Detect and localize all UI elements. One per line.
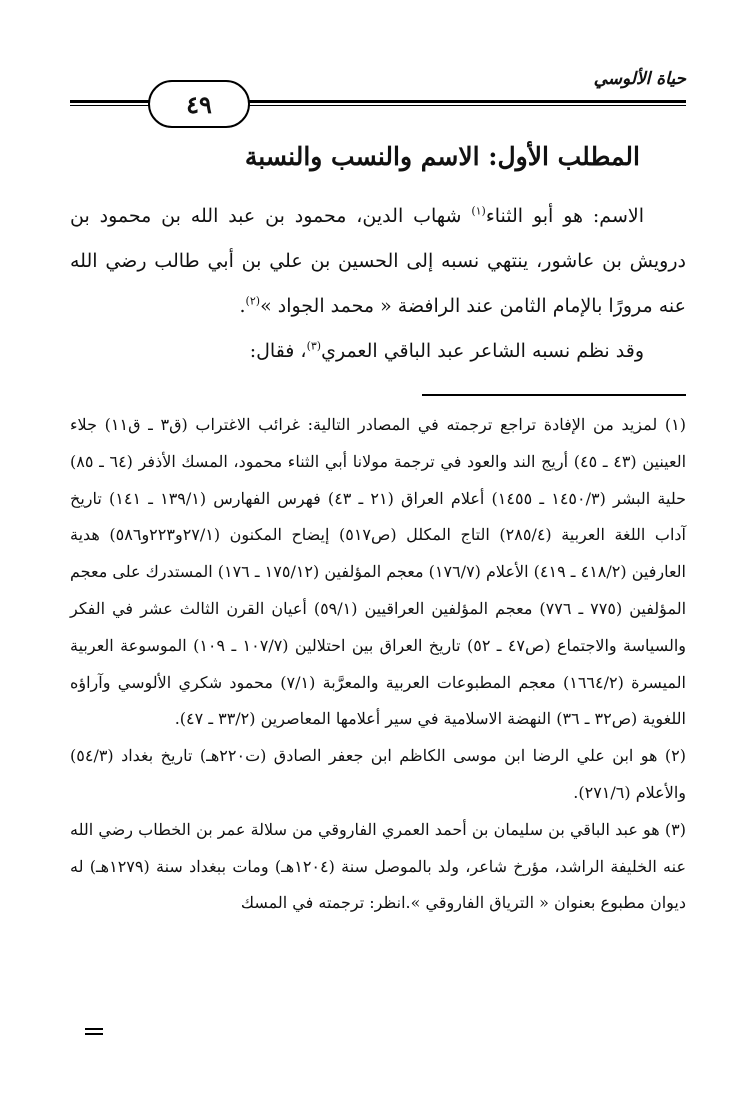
body-text-segment: وقد نظم نسبه الشاعر عبد الباقي العمري bbox=[321, 340, 644, 362]
body-paragraph-poem-intro bbox=[70, 329, 686, 374]
footnote-1 bbox=[70, 407, 686, 738]
footnote-ref-1: (١) bbox=[471, 204, 486, 218]
page-number-badge bbox=[148, 80, 250, 128]
body-text-segment: . bbox=[239, 295, 246, 317]
body-text-segment: شهاب الدين، محمود بن عبد الله بن محمود بن درويش بن عاشور، ينتهي نسبه إلى الحسين بن علي بن أبي طالب رضي الله عنه مرورًا بالإمام الثامن عند الرافضة « محمد الجواد » bbox=[70, 205, 686, 317]
footnote-3 bbox=[70, 812, 686, 922]
footnote-text: لمزيد من الإفادة تراجع ترجمته في المصادر التالية: غرائب الاغتراب (ق٣ ـ ق١١) جلاء العينين (٤٣ ـ ٤٥) أريج الند والعود في ترجمة مولانا أبي الثناء محمود، المسك الأذفر (٦٤ ـ ٨٥) حلية البشر (١٤٥٠/٣ ـ ١٤٥٥) أعلام العراق (٢١ ـ ٤٣) فهرس الفهارس (١٣٩/١ ـ ١٤١) تاريخ آداب اللغة العربية (٢٨٥/٤) التاج المكلل (ص٥١٧) إيضاح المكنون (٢٧/١و٢٢٣و٥٨٦) هدية العارفين (٤١٨/٢ ـ ٤١٩) الأعلام (١٧٦/٧) معجم المؤلفين (١٧٥/١٢ ـ ١٧٦) المستدرك على معجم المؤلفين (٧٧٥ ـ ٧٧٦) معجم المؤلفين العراقيين (٥٩/١) أعيان القرن الثالث عشر في الفكر والسياسة والاجتماع (ص٤٧ ـ ٥٢) تاريخ العراق بين احتلالين (١٠٧/٧ ـ ١٠٩) الموسوعة العربية الميسرة (١٦٦٤/٢) معجم المطبوعات العربية والمعرَّبة (٧/١) محمود شكري الألوسي وآراؤه اللغوية (ص٣٢ ـ ٣٦) النهضة الاسلامية في سير أعلامها المعاصرين (٣٣/٢ ـ ٤٧). bbox=[70, 415, 687, 729]
body-paragraph-name bbox=[70, 194, 686, 329]
body-text-segment: الاسم: هو أبو الثناء bbox=[485, 205, 644, 227]
section-heading: المطلب الأول: الاسم والنسب والنسبة bbox=[244, 142, 640, 171]
footnotes bbox=[70, 407, 686, 922]
body-text-segment: ، فقال: bbox=[249, 340, 307, 362]
body-text bbox=[70, 194, 686, 374]
footnote-2 bbox=[70, 738, 686, 812]
footnote-ref-2: (٢) bbox=[245, 294, 261, 308]
continuation-mark bbox=[85, 1028, 103, 1038]
footnote-text: هو عبد الباقي بن سليمان بن أحمد العمري الفاروقي من سلالة عمر بن الخطاب رضي الله عنه الخليفة الراشد، مؤرخ شاعر، ولد بالموصل سنة (١٢٠٤هـ) ومات ببغداد سنة (١٢٧٩هـ) له ديوان مطبوع بعنوان « الترياق الفاروقي ».انظر: ترجمته في المسك bbox=[70, 819, 687, 913]
page-number: ٤٩ bbox=[186, 89, 212, 119]
footnote-ref-3: (٣) bbox=[306, 339, 322, 353]
footnote-separator bbox=[422, 394, 686, 396]
footnote-number: (٢) bbox=[664, 746, 686, 766]
footnote-text: هو ابن علي الرضا ابن موسى الكاظم ابن جعفر الصادق (ت٢٢٠هـ) تاريخ بغداد (٥٤/٣) والأعلام (٢٧١/٦). bbox=[70, 746, 686, 802]
running-title: حياة الألوسي bbox=[593, 69, 686, 89]
footnote-number: (٣) bbox=[664, 819, 686, 839]
footnote-number: (١) bbox=[664, 415, 687, 434]
